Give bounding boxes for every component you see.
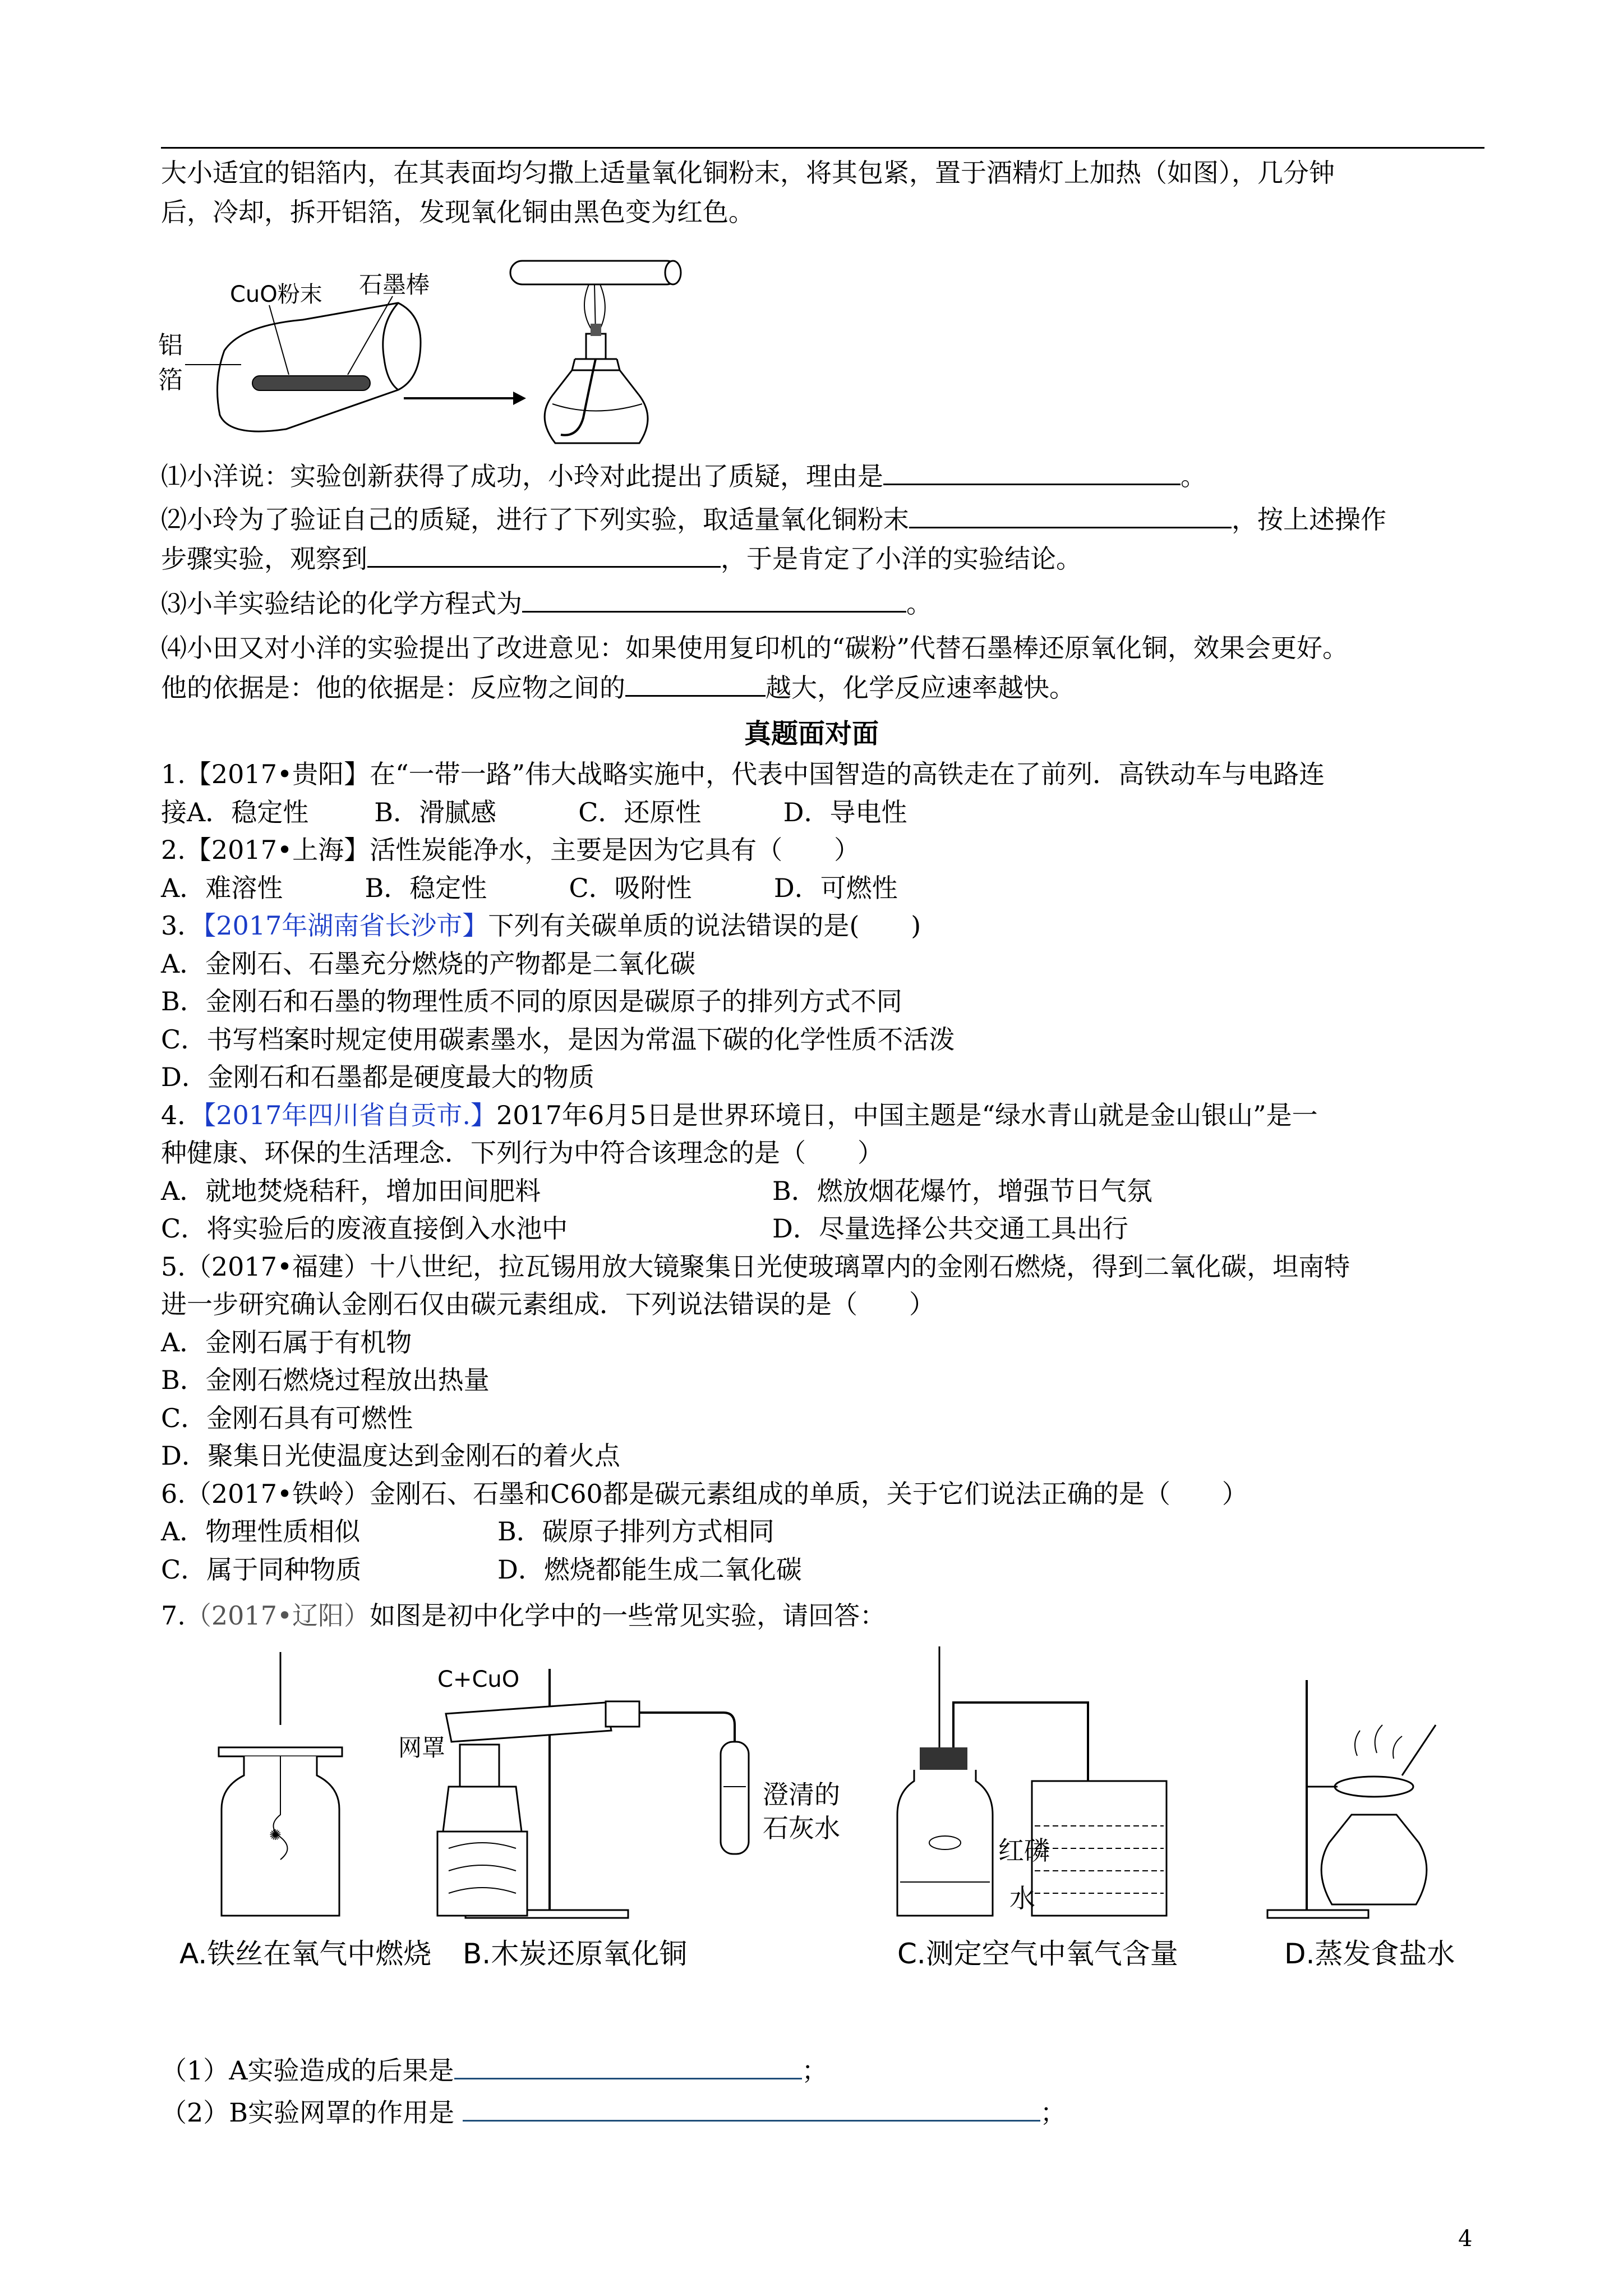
answer-blank-1[interactable] — [883, 459, 1181, 485]
subquestion-1: （1）A实验造成的后果是 ； — [161, 2053, 1496, 2087]
mcq-3-option-c: C．书写档案时规定使用碳素墨水，是因为常温下碳的化学性质不活泼 — [161, 1024, 955, 1055]
mcq-2-options: A．难溶性 B．稳定性 C．吸附性 D．可燃性 — [161, 873, 898, 903]
mcq-4-options-ab: A．就地焚烧秸秆，增加田间肥料 B．燃放烟花爆竹，增强节日气氛 — [161, 1176, 1152, 1206]
answer-blank-2a[interactable] — [909, 502, 1232, 528]
label-water: 水 — [1009, 1883, 1035, 1913]
caption-c: C.测定空气中氧气含量 — [897, 1938, 1178, 1970]
label-red-phosphorus: 红磷 — [998, 1835, 1050, 1866]
mcq-5-option-c: C．金刚石具有可燃性 — [161, 1403, 413, 1433]
question-7-stem: 7.（2017•辽阳）如图是初中化学中的一些常见实验，请回答： — [161, 1600, 886, 1631]
answer-blank-s1[interactable] — [454, 2053, 802, 2079]
question-4-line-2: 他的依据是：他的依据是：反应物之间的 越大，化学反应速率越快。 — [161, 670, 1496, 705]
mcq-4-stem-2: 种健康、环保的生活理念．下列行为中符合该理念的是（ ） — [161, 1138, 883, 1168]
header-rule — [161, 147, 1484, 149]
mcq-3-stem: 3．【2017年湖南省长沙市】下列有关碳单质的说法错误的是( ) — [161, 910, 921, 941]
mcq-5-stem-2: 进一步研究确认金刚石仅由碳元素组成．下列说法错误的是（ ） — [161, 1289, 935, 1319]
question-4-line-1: ⑷小田又对小洋的实验提出了改进意见：如果使用复印机的“碳粉”代替石墨棒还原氧化铜，效果会更好。 — [161, 633, 1349, 663]
mcq-4-options-cd: C．将实验后的废液直接倒入水池中 D．尽量选择公共交通工具出行 — [161, 1213, 1128, 1244]
answer-blank-3[interactable] — [522, 586, 906, 613]
mcq-6-options-cd: C．属于同种物质 D．燃烧都能生成二氧化碳 — [161, 1554, 802, 1585]
mcq-4-stem: 4．【2017年四川省自贡市.】2017年6月5日是世界环境日，中国主题是“绿水青山就是金山银山”是一 — [161, 1100, 1318, 1130]
mcq-1-stem: 1.【2017•贵阳】在“一带一路”伟大战略实施中，代表中国智造的高铁走在了前列．高铁动车与电路连 — [161, 759, 1325, 789]
mcq-2-stem: 2.【2017•上海】活性炭能净水，主要是因为它具有（ ） — [161, 835, 860, 865]
apparatus-a — [219, 1652, 342, 1916]
intro-line-2: 后，冷却，拆开铝箔，发现氧化铜由黑色变为红色。 — [161, 197, 754, 227]
figure-foil-experiment — [157, 247, 471, 454]
question-3: ⑶小羊实验结论的化学方程式为 。 — [161, 586, 1496, 620]
subquestion-2: （2）B实验网罩的作用是 ； — [161, 2095, 1496, 2129]
label-graphite: 石墨棒 — [359, 271, 430, 298]
source-tag: 【2017年四川省自贡市.】 — [203, 1100, 496, 1130]
caption-d: D.蒸发食盐水 — [1284, 1938, 1455, 1970]
answer-blank-2b[interactable] — [367, 541, 721, 568]
mcq-6-options-ab: A．物理性质相似 B．碳原子排列方式相同 — [161, 1516, 774, 1547]
label-net: 网罩 — [398, 1734, 446, 1761]
alcohol-lamp-figure — [505, 250, 695, 457]
label-c-cuo: C+CuO — [437, 1667, 520, 1692]
question-1: ⑴小洋说：实验创新获得了成功，小玲对此提出了质疑，理由是 。 — [161, 459, 1496, 493]
intro-line-1: 大小适宜的铝箔内，在其表面均匀撒上适量氧化铜粉末，将其包紧，置于酒精灯上加热（如图），几分钟 — [161, 158, 1335, 188]
label-cuo: CuO粉末 — [230, 282, 322, 307]
mcq-3-option-a: A．金刚石、石墨充分燃烧的产物都是二氧化碳 — [161, 949, 696, 979]
label-foil-1: 铝 — [158, 331, 183, 360]
caption-a: A.铁丝在氧气中燃烧 — [179, 1938, 432, 1970]
mcq-5-option-d: D．聚集日光使温度达到金刚石的着火点 — [161, 1441, 620, 1471]
mcq-6-stem: 6.（2017•铁岭）金刚石、石墨和C60都是碳元素组成的单质，关于它们说法正确的是（ ） — [161, 1479, 1248, 1509]
label-limewater-2: 石灰水 — [763, 1813, 840, 1843]
figure-experiments — [168, 1646, 1492, 1972]
section-title: 真题面对面 — [744, 718, 879, 749]
source-tag: 【2017年湖南省长沙市】 — [203, 910, 488, 941]
question-2-line-2: 步骤实验，观察到 ，于是肯定了小洋的实验结论。 — [161, 541, 1496, 576]
svg-text:✺: ✺ — [269, 1827, 282, 1844]
answer-blank-4[interactable] — [625, 670, 766, 697]
apparatus-d — [1267, 1680, 1436, 1918]
answer-blank-s2[interactable] — [463, 2095, 1040, 2122]
label-foil-2: 箔 — [158, 366, 183, 394]
mcq-3-option-d: D．金刚石和石墨都是硬度最大的物质 — [161, 1062, 594, 1092]
mcq-1-options: 接A．稳定性 B．滑腻感 C．还原性 D．导电性 — [161, 797, 907, 827]
apparatus-c — [897, 1646, 1166, 1916]
label-limewater-1: 澄清的 — [763, 1779, 840, 1810]
question-2-line-1: ⑵小玲为了验证自己的质疑，进行了下列实验，取适量氧化铜粉末 ，按上述操作 — [161, 502, 1496, 536]
caption-b: B.木炭还原氧化铜 — [463, 1938, 688, 1970]
mcq-3-option-b: B．金刚石和石墨的物理性质不同的原因是碳原子的排列方式不同 — [161, 986, 902, 1016]
page-number: 4 — [1458, 2226, 1473, 2252]
mcq-5-option-a: A．金刚石属于有机物 — [161, 1327, 412, 1358]
apparatus-b — [398, 1667, 840, 1918]
mcq-5-option-b: B．金刚石燃烧过程放出热量 — [161, 1365, 490, 1395]
mcq-5-stem: 5.（2017•福建）十八世纪，拉瓦锡用放大镜聚集日光使玻璃罩内的金刚石燃烧，得到二氧化碳，坦南特 — [161, 1251, 1350, 1282]
